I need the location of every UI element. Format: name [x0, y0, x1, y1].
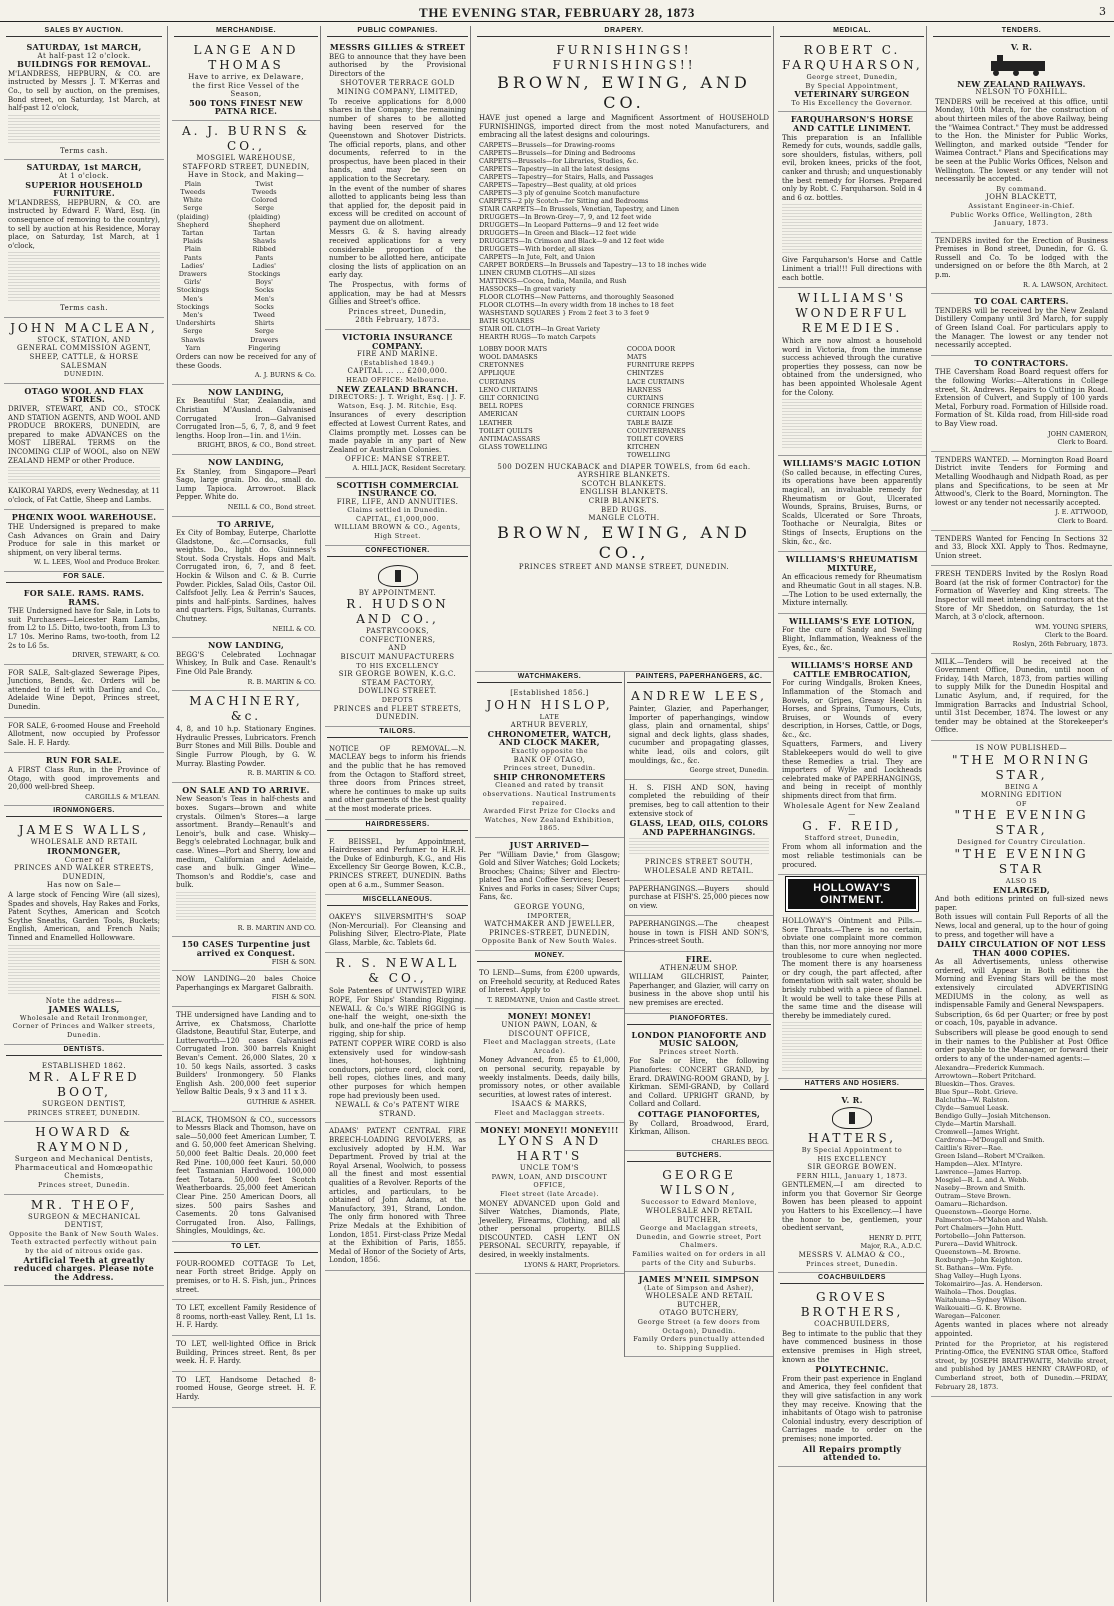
- ad-black-thomson: BLACK, THOMSON & CO., successors to Messrs Black and Thomson, have on sale—50,000 feet American Lumber, T. and G. 50,000 feet American Shelving. 50,000 feet Baltic Deals. 20,000 feet Red Pine. 100,000 feet Kauri. 50,000 feet Tasmanian Hardwood. 100,000 feet Totara. 50,000 feet Scotch Weatherboards. 25,000 feet American Clear Pine. 250 American Doors, all sizes. 500 pairs Sashes and Casements. 20 tons Galvanised Corrugated Iron. Also, Fallings, Shingles, Mouldings, &c.: [172, 1112, 320, 1242]
- ad-milk-tenders: MILK.—Tenders will be received at the Government Office, Dunedin, until noon of Friday, 14th March, 1873, from parties willing to supply Milk for the Dunedin Hospital and Lunatic Asylum, and, if required, for the Immigration Barracks and Industrial School, until 31st December, 1874. The lowest or any tender may be obtained at the Storekeeper's Office.: [931, 654, 1112, 741]
- ad-morning-star: IS NOW PUBLISHED— "THE MORNING STAR, BEING A MORNING EDITION OF "THE EVENING STAR, Designed for Country Circulation. "THE EVENING STAR ALSO IS ENLARGED, And both editions printed on full-sized news paper. Both issues will contain Full Reports of all the News, local and general, up to the hour of going to press, and together will have a DAILY CIRCULATION OF NOT LESS THAN 4000 COPIES. As all Advertisements, unless otherwise ordered, will Appear in Both editions the Morning and Evening Stars will be the most extensively circulated ADVERTISING MEDIUMS in the colony, as well as indispensable Family and General Newspapers. Subscription, 6s 6d per Quarter; or free by post or coach, 10s, payable in advance. Subscribers will please be good enough to send in their names to the Publisher at Post Office order payable to the Manager, or forward their orders to any of the under-named agents:— Alexandra—Frederick Kummach. Arrowtown—Robert Pritchard. Blueskin—Thos. Graves. Blue Spur—Robt. Grieve. Balclutha—W. Ralston. Clyde—Samuel Leask. Bendigo Gully—Josiah Mitchenson. Clyde—Martin Marshall. Cromwell—James Wright. Cardrona—M'Dougall and Smith. Caitlin's River—Rae. Green Island—Robert M'Craiken. Hampden—Alex. M'Intyre. Lawrence—James Harrop. Mosgiel—R. L. and A. Webb. Naseby—Brown and Smith. Outram—Steve Brown. Oamaru—Richardson. Queenstown—George Horne. Palmerston—M'Mahon and Walsh. Port Chalmers—John Hutt. Portobello—John Patterson. Purera—David Whitrock. Queenstown—M. Browne. Roxburgh—John Keighton. St. Bathans—Wm. Fyfe. Shag Valley—Hugh Lyons. Tokomairiro—Jas. A. Henderson. Waihola—Thos. Douglas. Waitahuna—Sydney Wilson. Waikouaiti—G. K. Browne. Waregan—Falconer. Agents wanted in places where not already appointed. Printed for the Proprietor, at his registered Printing-Office, the EVENING STAR Office, Stafford street, by JOSEPH BRAITHWAITE, Melville street, and published by JAMES HENRY CRAWFORD, of Cumberland street, both of Dunedin.—FRIDAY, February 28, 1873.: [931, 741, 1112, 1397]
- carpet-list: [479, 141, 769, 341]
- ad-beissel-hairdresser: F. BEISSEL, by Appointment, Hairdresser and Perfumer to H.R.H. the Duke of Edinburgh, K.G., and His Excellency Sir George Bowen, K.C.B., PRINCES STREET, DUNEDIN. Baths open at 6 a.m., Summer Season.: [325, 834, 470, 896]
- list-item: GILT CORNICING: [479, 394, 539, 402]
- list-item: Fingering: [248, 343, 281, 352]
- ad-buildings-removal: SATURDAY, 1st MARCH, At half-past 12 o'clock. BUILDINGS FOR REMOVAL. M'LANDRESS, HEPBURN, & CO. are instructed by Messrs J. T. M'Kerras and Co., to sell by auction, on the premises, Bond street, on Saturday, 1st March, at half-past 12 o'clock, Terms cash.: [4, 40, 164, 160]
- section-heading: PUBLIC COMPANIES.: [327, 26, 468, 37]
- list-item: Shag Valley—Hugh Lyons.: [935, 1272, 1022, 1281]
- section-heading: SALES BY AUCTION.: [6, 26, 162, 37]
- ad-paperhangings-buyers: PAPERHANGINGS.—Buyers should purchase at FISH'S. 25,000 pieces now on view.: [625, 881, 773, 917]
- list-item: Twist Tweeds: [251, 179, 277, 196]
- ad-redmayne-to-lend: TO LEND—Sums, from £200 upwards, on Freehold security, at Reduced Rates of Interest. Apply to T. REDMAYNE, Union and Castle street.: [475, 965, 624, 1009]
- list-item: Port Chalmers—John Hutt.: [935, 1224, 1023, 1233]
- ad-adams-revolvers: ADAMS' PATENT CENTRAL FIRE BREECH-LOADING REVOLVERS, as exclusively adopted by H.M. War Department. Proved by trial at the Royal Arsenal, Woolwich, to possess all the finest and most essential qualities of a Revolver. Reports of the articles, and particulars, to be obtained of John Adams, at the Manufactory, 391, Strand, London. The only firm honored with Three Prize Medals at the Exhibition of London, 1851. First-class Prize Medal at the Exhibition of Paris, 1855. Medal of Honor of the Society of Arts, London, 1856.: [325, 1123, 470, 1271]
- ad-now-landing-iron: NOW LANDING, Ex Beautiful Star, Zealandia, and Christian M'Ausland. Galvanised Corrugated Iron—Galvanised Corrugated Iron—5, 6, 7, 8, and 9 feet lengths. Hoop Iron—1in. and 1½in. BRIGHT, BROS, & CO., Bond street.: [172, 385, 320, 455]
- list-item: Balclutha—W. Ralston.: [935, 1096, 1010, 1105]
- list-item: Waikouaiti—G. K. Browne.: [935, 1304, 1022, 1313]
- list-item: Yarn: [185, 343, 201, 352]
- drapery-lower-split: [475, 672, 773, 1357]
- section-heading: TAILORS.: [327, 727, 468, 738]
- list-item: CARPET BORDERS—In Brussels and Tapestry—13 to 18 inches wide: [479, 260, 707, 269]
- column-2: [167, 26, 320, 1602]
- list-item: Palmerston—M'Mahon and Walsh.: [935, 1216, 1048, 1225]
- list-item: Waihola—Thos. Douglas.: [935, 1288, 1017, 1297]
- list-item: Plain Tweeds: [180, 179, 206, 196]
- ad-tenders-bond-street: TENDERS invited for the Erection of Business Premises in Bond street, Dunedin, for G. G. Russell and Co. To be lodged with the undersigned on or before the 8th March, at 2 p.m. R. A. LAWSON, Architect.: [931, 233, 1112, 295]
- list-item: AMERICAN LEATHER: [479, 410, 518, 427]
- list-item: Hampden—Alex. M'Intyre.: [935, 1160, 1023, 1169]
- ad-john-maclean: JOHN MACLEAN, STOCK, STATION, AND GENERAL COMMISSION AGENT, SHEEP, CATTLE, & HORSE SALESMAN DUNEDIN.: [4, 318, 164, 384]
- list-item: STAIR OIL CLOTH—In Great Variety: [479, 324, 600, 333]
- list-item: DRUGGETS—In Leopard Patterns—9 and 12 feet wide: [479, 220, 659, 229]
- list-item: Clyde—Martin Marshall.: [935, 1120, 1017, 1129]
- section-heading: PIANOFORTES.: [627, 1014, 771, 1025]
- list-item: CURTAIN LOOPS: [626, 410, 685, 419]
- list-item: White Serge (plaiding): [176, 196, 209, 221]
- list-item: Portobello—John Patterson.: [935, 1232, 1026, 1241]
- list-item: BELL ROPES: [479, 402, 524, 411]
- ad-eye-lotion: WILLIAMS'S EYE LOTION, For the cure of Sandy and Swelling Blight, Inflammation, Weakness of the Eyes, &c., &c.: [778, 614, 926, 658]
- list-item: FLOOR CLOTHS—In every width from 18 inches to 18 feet: [479, 300, 674, 309]
- ad-williams-remedies: WILLIAMS'S WONDERFUL REMEDIES. Which are now almost a household word in Victoria, from the immense success achieved through the curative properties they possess, can now be obtained from the undersigned, who has been appointed Wholesale Agent for the Colony.: [778, 288, 926, 456]
- ad-fish-and-son: H. S. FISH AND SON, having completed the rebuilding of their premises, beg to call attention to their extensive stock of GLASS, LEAD, OILS, COLORS AND PAPERHANGINGS. PRINCES STREET SOUTH, WHOLESALE AND RETAIL.: [625, 780, 773, 881]
- ad-sewerage-pipes: FOR SALE, Salt-glazed Sewerage Pipes, Junctions, Bends, &c. Orders will be attended to if left with Darling and Co., Adelaide Wine Depot, Princes street, Dunedin.: [4, 665, 164, 718]
- section-heading: PAINTERS, PAPERHANGERS, &C.: [627, 672, 771, 683]
- list-item: STAIR CARPETS—In Brussels, Venetian, Tapestry, and Linen: [479, 204, 680, 213]
- list-item: CRETONNES: [479, 361, 524, 370]
- ad-to-contractors: TO CONTRACTORS. THE Caversham Road Board request offers for the following Works:—Alterations in College street, St. Andrews. Repairs to Cutting in Road. Extension of Culvert, and Supply of 100 yards Metal, Forbury road. Formation of Hillside road. Formation of St. Kilda road, from Hill-side road to Bay View road. JOHN CAMERON, Clerk to Board.: [931, 356, 1112, 452]
- list-item: Queenstown—M. Browne.: [935, 1248, 1021, 1257]
- ad-paperhangings-cheapest: PAPERHANGINGS.—The cheapest house in town is FISH AND SON'S, Princes-street South.: [625, 916, 773, 952]
- ad-holloway-ointment: HOLLOWAY'S Ointment and Pills.—Sore Throats.—There is no certain, obviate one complaint more common than this, nor more annoying nor more troublesome to cure when neglected. The moment there is any hoarseness or dry cough, the part affected, after fomentation with salt water, should be briskly rubbed with a piece of flannel. It would be well to take these Pills at the same time and the disease will thereby be immediately cured.: [778, 913, 926, 1079]
- list-item: Girls' Stockings: [176, 278, 209, 295]
- page-number: 3: [1099, 5, 1106, 18]
- ad-rheumatism-mixture: WILLIAMS'S RHEUMATISM MIXTURE, An efficacious remedy for Rheumatism and Rheumatic Gout in all stages. N.B.—The Lotion to be used externally, the Mixture internally.: [778, 552, 926, 614]
- list-item: Queenstown—George Horne.: [935, 1208, 1032, 1217]
- ad-burns-mosgiel: A. J. BURNS & CO., MOSGIEL WAREHOUSE, STAFFORD STREET, DUNEDIN, Have in Stock, and Making— Plain Tweeds White Serge (plaiding) Shepherd Tartan Plaids Plain Pants Ladies' Drawers Girls' Stockings Men's Stockings Men's Undershirts Serge Shawls Yarn Twist Tweeds Colored Serge (plaiding) Shepherd Tartan Shawls Ribbed Pants Ladies' Stockings Boys' Socks Men's Socks Tweed Shirts Serge Drawers Fingering Orders can now be received for any of these Goods. A. J. BURNS & Co.: [172, 121, 320, 385]
- agent-list: [935, 1064, 1108, 1320]
- list-item: TOILET QUILTS: [479, 426, 533, 435]
- ad-run-for-sale: RUN FOR SALE. A FIRST Class Run, in the Province of Otago, with good improvements and 20,000 well-bred Sheep. CARGILLS & M'LEAN.: [4, 753, 164, 806]
- list-item: APPLIQUE CURTAINS: [479, 369, 516, 386]
- list-item: Men's Stockings: [176, 294, 209, 311]
- list-item: CARPETS—Tapestry—Best quality, at old prices: [479, 180, 637, 189]
- ad-mornington-tenders: TENDERS WANTED. — Mornington Road Board District invite Tenders for Forming and Metalling Woodhaugh and Nidpath Road, as per plans and Specifications, to be seen at Mr Attwood's, Clerk to the Board, Mornington. The lowest or any tender not necessarily accepted. J. E. ATTWOOD, Clerk to Board.: [931, 452, 1112, 531]
- section-heading: HATTERS AND HOSIERS.: [780, 1079, 924, 1090]
- list-item: Cromwell—James Wright.: [935, 1128, 1020, 1137]
- list-item: CARPETS—Tapestry—for Stairs, Halls, and Passages: [479, 172, 654, 181]
- masthead: [0, 0, 1114, 22]
- list-item: LENO CURTAINS: [479, 385, 538, 394]
- list-item: Serge Drawers: [250, 327, 279, 344]
- ad-fencing-tenders: TENDERS Wanted for Fencing In Sections 32 and 33, Block XXI. Apply to Thos. Redmayne, Union street.: [931, 531, 1112, 567]
- ad-shotover-mining: MESSRS GILLIES & STREET BEG to announce that they have been authorised by the Provisional Directors of the SHOTOVER TERRACE GOLD MINING COMPANY, LIMITED, To receive applications for 8,000 shares in the Company; the remaining number of shares to be allotted having been reserved for the Queenstown and Shotover Districts. The official reports, plans, and other documents, referred to in the prospectus, have been placed in their hands, and may be seen on application to the Secretary. In the event of the number of shares allotted to applicants being less than that applied for, the deposit paid in excess will be credited on account of payment due on allotment. Messrs G. & S. having already received applications for a very considerable proportion of the number to be allotted here, anticipate closing the lists of application on an early day. The Prospectus, with forms of application, may be had at Messrs Gillies and Street's office. Princes street, Dunedin, 28th February, 1873.: [325, 40, 470, 330]
- list-item: HARNESS CURTAINS: [626, 385, 664, 402]
- ad-to-let-residence: TO LET, excellent Family Residence of 8 rooms, north-east Valley. Rent, L1 1s. H. F. Hardy.: [172, 1300, 320, 1336]
- ad-coal-carters: TO COAL CARTERS. TENDERS will be received by the New Zealand Distillery Company until 3rd March, for supply of Green Island Coal. For particulars apply to the Manager. The lowest or any tender not necessarily accepted.: [931, 294, 1112, 356]
- list-item: HEARTH RUGS—To match Carpets: [479, 332, 596, 341]
- royal-crest-icon: [832, 1107, 872, 1129]
- section-heading: CONFECTIONER.: [327, 546, 468, 557]
- list-item: Boys' Socks: [254, 278, 274, 295]
- ad-guthrie-asher: THE undersigned have Landing and to Arrive, ex Chatsmoss, Charlotte Gladstone, Beautiful Star, Euterpe, and Lutterworth—120 cases Galvanised Corrugated Iron. 300 barrels Knight Bevan's Cement. 26,000 Slates, 20 x 10. 50 kegs Nails, assorted. 3 casks Builders' Ironmongery. 50 Flanks English Ash. 200,000 feet superior Yellow Baltic Deals, 9 x 3 and 11 x 3. GUTHRIE & ASHER.: [172, 1007, 320, 1112]
- section-heading: HAIRDRESSERS.: [327, 820, 468, 831]
- list-item: MATTINGS—Cocoa, India, Manila, and Rush: [479, 276, 627, 285]
- ad-rams-for-sale: FOR SALE. RAMS. RAMS. RAMS. THE Undersigned have for Sale, in Lots to suit Purchasers—Leicester Ram Lambs, from L2 to L5. Ditto, two-tooth, from L3 to L7 10s. Merino Rams, two-tooth, from L2 2s to L6 5s. DRIVER, STEWART, & CO.: [4, 586, 164, 665]
- ad-to-let-cottage: FOUR-ROOMED COTTAGE To Let, near Forth street Bridge. Apply on premises, or to H. S. Fish, jun., Princes street.: [172, 1256, 320, 1300]
- list-item: Cardrona—M'Dougall and Smith.: [935, 1136, 1045, 1145]
- list-item: Serge Shawls: [181, 327, 205, 344]
- list-item: FLOOR CLOTHS—New Patterns, and thoroughly Seasoned: [479, 292, 674, 301]
- list-item: Alexandra—Frederick Kummach.: [935, 1064, 1045, 1073]
- section-heading: FOR SALE.: [6, 572, 162, 583]
- ad-to-let-house: TO LET, Handsome Detached 8-roomed House, George street. H. F. Hardy.: [172, 1372, 320, 1408]
- ad-house-for-sale: FOR SALE, 6-roomed House and Freehold Allotment, now occupied by Professor Sale. H. F. Hardy.: [4, 718, 164, 754]
- section-heading: MONEY.: [477, 951, 622, 962]
- ad-roslyn-tenders: FRESH TENDERS Invited by the Roslyn Road Board (at the risk of former Contractor) for the Formation of Waverley and King streets. The Inspector will meet intending contractors at the Store of Mr Sheddon, on Saturday, the 1st March, at 3 o'clock, afternoon. WM. YOUNG SPIERS, Clerk to the Board. Roslyn, 26th February, 1873.: [931, 566, 1112, 653]
- ad-to-arrive: TO ARRIVE, Ex City of Bombay, Euterpe, Charlotte Gladstone, &c.—Cornsacks, full weights. Do., light do. Guinness's Stout. Soda Crystals. Hops and Malt. Corrugated iron, 6, 7, and 8 feet. Hockin & Wilson and C. & B. Currie Powder. Pickles, Salad Oils, Castor Oil. Calfsfoot Jelly. Lea & Perrin's Sauces, pints and half-pints. Sardines, halves and quarters. Figs, Sultanas, Currants. Chutney. NEILL & CO.: [172, 517, 320, 639]
- list-item: CARPETS—In Jute, Felt, and Union: [479, 252, 596, 261]
- list-item: CARPETS—3 ply of genuine Scotch manufacture: [479, 188, 640, 197]
- ad-brown-ewing-furnishings: FURNISHINGS! FURNISHINGS!! BROWN, EWING, AND CO. HAVE just opened a large and Magnificent Assortment of HOUSEHOLD FURNISHINGS, imported direct from the most noted Manufacturers, and embracing all the latest designs and colourings. CARPETS—Brussels—for Drawing-rooms CARPETS—Brussels—for Dining and Bedrooms CARPETS—Brussels—for Libraries, Studies, &c. CARPETS—Tapestry—in all the latest designs CARPETS—Tapestry—for Stairs, Halls, and Passages CARPETS—Tapestry—Best quality, at old prices CARPETS—3 ply of genuine Scotch manufacture CARPETS—2 ply Scotch—for Sitting and Bedrooms STAIR CARPETS—In Brussels, Venetian, Tapestry, and Linen DRUGGETS—In Brown-Grey—7, 9, and 12 feet wide DRUGGETS—In Leopard Patterns—9 and 12 feet wide DRUGGETS—In Green and Black—12 feet wide DRUGGETS—In Crimson and Black—9 and 12 feet wide DRUGGETS—With border, all sizes CARPETS—In Jute, Felt, and Union CARPET BORDERS—In Brussels and Tapestry—13 to 18 inches wide LINEN CRUMB CLOTHS—All sizes MATTINGS—Cocoa, India, Manila, and Rush HASSOCKS—In great variety FLOOR CLOTHS—New Patterns, and thoroughly Seasoned FLOOR CLOTHS—In every width from 18 inches to 18 feet WASHSTAND SQUARES } From 2 feet 3 to 3 feet 9 BATH SQUARES STAIR OIL CLOTH—In Great Variety HEARTH RUGS—To match Carpets LOBBY DOOR MATS WOOL DAMASKS CRETONNES APPLIQUE CURTAINS LENO CURTAINS GILT CORNICING BELL ROPES AMERICAN LEATHER TOILET QUILTS ANTIMACASSARS GLASS TOWELLING COCOA DOOR MATS FURNITURE REPPS CHINTZES LACE CURTAINS HARNESS CURTAINS CORNICE FRINGES CURTAIN LOOPS TABLE BAIZE COUNTERPANES TOILET COVERS KITCHEN TOWELLING 500 DOZEN HUCKABACK and DIAPER TOWELS, from 6d each. AYRSHIRE BLANKETS. SCOTCH BLANKETS. ENGLISH BLANKETS. CRIB BLANKETS. BED RUGS. MANGLE CLOTH. BROWN, EWING, AND CO., PRINCES STREET AND MANSE STREET, DUNEDIN.: [475, 40, 773, 672]
- list-item: Shepherd Tartan Shawls: [248, 220, 281, 246]
- section-heading: MERCHANDISE.: [174, 26, 318, 37]
- list-item: WOOL DAMASKS: [479, 352, 538, 361]
- section-heading: MISCELLANEOUS.: [327, 895, 468, 906]
- ad-james-walls: JAMES WALLS, WHOLESALE AND RETAIL IRONMONGER, Corner of PRINCES AND WALKER STREETS, DUNEDIN, Has now on Sale— A large stock of Fencing Wire (all sizes), Spades and shovels, Hay Rakes and Forks, Patent Scythes, American and Scotch Scythe Sneaths, Garden Tools, Buckets; English, American, and French Nails; Tinned and Enamelled Hollowware. Note the address— JAMES WALLS, Wholesale and Retail Ironmonger, Corner of Princes and Walker streets, Dunedin.: [4, 820, 164, 1044]
- ad-oakeys-soap: OAKEY'S SILVERSMITH'S SOAP (Non-Mercurial). For Cleansing and Polishing Silver, Electro-Plate, Plate Glass, Marble, &c. Tablets 6d.: [325, 909, 470, 953]
- ad-victoria-insurance: VICTORIA INSURANCE COMPANY. FIRE AND MARINE. (Established 1849.) CAPITAL ... ... £200,000. HEAD OFFICE: Melbourne. NEW ZEALAND BRANCH. DIRECTORS: J. T. Wright, Esq. | J. F. Watson, Esq. J. M. Ritchie, Esq. Insurances of every description effected at Lowest Current Rates, and Claims promptly met. Losses can be made payable in any part of New Zealand or Australian Colonies. OFFICE: MANSE STREET. A. HILL JACK, Resident Secretary.: [325, 330, 470, 478]
- ad-mneil-simpson: JAMES M'NEIL SIMPSON (Late of Simpson and Asher), WHOLESALE AND RETAIL BUTCHER, OTAGO BUTCHERY, George Street (a few doors from Octagon), Dunedin. Family Orders punctually attended to. Shipping Supplied.: [625, 1272, 773, 1357]
- ad-nz-railways: V. R. NEW ZEALAND RAILWAYS. NELSON TO FOXHILL. TENDERS will be received at this office, until Monday, 10th March, for the construction of about thirteen miles of the above Railway, being the "Waimea Contract." They must be addressed to the Hon. the Minister for Public Works, Wellington, and marked outside "Tender for Waimea Contract." Plans and Specifications may be seen at the Public Works Offices, Nelson and Wellington. The lowest or any tender will not necessarily be accepted. By command. JOHN BLACKETT, Assistant Engineer-in-Chief. Public Works Office, Wellington, 28th January, 1873.: [931, 40, 1112, 233]
- list-item: Tweed Shirts: [253, 311, 275, 328]
- list-item: Green Island—Robert M'Craiken.: [935, 1152, 1046, 1161]
- list-item: LINEN CRUMB CLOTHS—All sizes: [479, 268, 596, 277]
- list-item: CORNICE FRINGES: [626, 402, 695, 411]
- goods-list: [176, 180, 316, 352]
- list-item: DRUGGETS—With border, all sizes: [479, 244, 595, 253]
- column-3: [320, 26, 470, 1602]
- section-heading: IRONMONGERS.: [6, 806, 162, 817]
- ad-now-landing-sago: NOW LANDING, Ex Stanley, from Singapore—Pearl Sago, large grain. Do. do., small do. Lump Tapioca. Arrowroot. Black Pepper. White do. NEILL & CO., Bond street.: [172, 455, 320, 517]
- holloway-banner: HOLLOWAY'S OINTMENT.: [786, 877, 918, 911]
- list-item: Caitlin's River—Rae.: [935, 1144, 1004, 1153]
- list-item: CARPETS—Brussels—for Drawing-rooms: [479, 140, 615, 149]
- section-heading: BUTCHERS.: [627, 1151, 771, 1162]
- list-item: HASSOCKS—In great variety: [479, 284, 576, 293]
- section-heading: MEDICAL.: [780, 26, 924, 37]
- list-item: LOBBY DOOR MATS: [479, 344, 548, 353]
- list-item: Waitahuna—Sydney Wilson.: [935, 1296, 1027, 1305]
- list-item: GLASS TOWELLING: [479, 443, 548, 452]
- ad-london-pianoforte: LONDON PIANOFORTE AND MUSIC SALOON, Princes street North. For Sale or Hire, the following Pianofortes: CONCERT GRAND, by Erard. DRAWING-ROOM GRAND, by J. Kirkman. SEMI-GRAND, by Collard and Collard. UPRIGHT GRAND, by Collard and Collard. COTTAGE PIANOFORTES, By Collard, Broadwood, Erard, Kirkman, Allison. CHARLES BEGG.: [625, 1028, 773, 1152]
- goods-list: [479, 345, 769, 460]
- ad-george-young: JUST ARRIVED— Per "William Davie," from Glasgow; Gold and Silver Watches; Gold Lockets; Brooches; Chains; Silver and Electro-plated Tea and Coffee Services; Desert Knives and Forks in cases; Silver Cups; Fans, &c. GEORGE YOUNG, IMPORTER, WATCHMAKER AND JEWELLER, PRINCES-STREET, DUNEDIN, Opposite Bank of New South Wales.: [475, 838, 624, 951]
- section-heading: TENDERS.: [933, 26, 1110, 37]
- ad-lyons-hart: MONEY! MONEY!! MONEY!!! LYONS AND HART'S UNCLE TOM'S PAWN, LOAN, AND DISCOUNT OFFICE, Fleet street (late Arcade). MONEY ADVANCED upon Gold and Silver Watches, Diamonds, Plate, Jewellery, Firearms, Clothing, and all other personal property. BILLS DISCOUNTED. CASH LENT ON PERSONAL SECURITY, repayable, if desired, in weekly instalments. LYONS & HART, Proprietors.: [475, 1123, 624, 1275]
- column-5: [773, 26, 926, 1602]
- ad-horse-cattle-liniment: FARQUHARSON'S HORSE AND CATTLE LINIMENT. This preparation is an Infallible Remedy for cuts, wounds, saddle galls, sore shoulders, fistulas, withers, poll evil, broken knees, pricks of the foot, canker and thrush; and unquestionably the best remedy for Horses. Prepared only by Robt. C. Farquharson. Sold in 4 and 6 oz. bottles. Give Farquharson's Horse and Cattle Liniment a trial!!! Full directions with each bottle.: [778, 112, 926, 288]
- ad-scottish-commercial: SCOTTISH COMMERCIAL INSURANCE CO. FIRE, LIFE, AND ANNUITIES. Claims settled in Dunedin. CAPITAL, £1,000,000. WILLIAM BROWN & CO., Agents, High Street.: [325, 478, 470, 546]
- section-heading: WATCHMAKERS.: [477, 672, 622, 683]
- ad-lange-thomas: LANGE AND THOMAS Have to arrive, ex Delaware, the first Rice Vessel of the Season, 500 TONS FINEST NEW PATNA RICE.: [172, 40, 320, 121]
- list-item: DRUGGETS—In Green and Black—12 feet wide: [479, 228, 636, 237]
- ad-begg-whiskey: NOW LANDING, BEGG'S Celebrated Lochnagar Whiskey, In Bulk and Case. Renault's Fine Old Pale Brandy. R. B. MARTIN & CO.: [172, 638, 320, 691]
- painters-pianos-butchers: [624, 672, 773, 1357]
- ad-groves-brothers: GROVES BROTHERS, COACHBUILDERS, Beg to intimate to the public that they have commenced business in those extensive premises in High street, known as the POLYTECHNIC. From their past experience in England and America, they feel confident that they will give satisfaction in any work they may receive. Knowing that the inhabitants of Otago wish to patronise Colonial industry, every description of Carriages made to order on the premises; none imported. All Repairs promptly attended to.: [778, 1287, 926, 1467]
- ad-mr-theof: MR. THEOF, SURGEON & MECHANICAL DENTIST, Opposite the Bank of New South Wales. Teeth extracted perfectly without pain by the aid of nitrous oxide gas. Artificial Teeth at greatly reduced charges. Please note the Address.: [4, 1195, 164, 1287]
- list-item: CARPETS—Brussels—for Libraries, Studies, &c.: [479, 156, 639, 165]
- list-item: Shepherd Tartan Plaids: [176, 220, 209, 246]
- newspaper-title: THE EVENING STAR, FEBRUARY 28, 1873: [419, 5, 695, 20]
- list-item: Clyde—Samuel Leask.: [935, 1104, 1009, 1113]
- ad-paperhangings-landing: NOW LANDING—20 bales Choice Paperhangings ex Margaret Galbraith. FISH & SON.: [172, 971, 320, 1007]
- ad-howard-raymond: HOWARD & RAYMOND, Surgeon and Mechanical Dentists, Pharmaceutical and Homœopathic Chemists, Princes street, Dunedin.: [4, 1122, 164, 1194]
- list-item: TOILET COVERS: [626, 435, 684, 444]
- list-item: Colored Serge (plaiding): [248, 196, 281, 221]
- column-4: [470, 26, 773, 1602]
- list-item: Men's Socks: [254, 294, 275, 311]
- ad-to-let-office: TO LET, well-lighted Office in Brick Building, Princes street. Rent, 8s per week. H. F. Hardy.: [172, 1336, 320, 1372]
- ad-magic-lotion: WILLIAMS'S MAGIC LOTION (So called because, in effecting Cures, its operations have been apparently magical), an invaluable remedy for Rheumatism or Gout, Ulcerated Wounds, Sprains, Bruises, Burns, or Scalds, Ulcerated or Sore Throats, Toothache or Neuralgia, Bites or Stings of Insects, Eruptions on the Skin, &c., &c.: [778, 456, 926, 552]
- list-item: FURNITURE REPPS: [626, 361, 695, 370]
- ad-phoenix-wool: PHŒNIX WOOL WAREHOUSE. THE Undersigned is prepared to make Cash Advances on Grain and Dairy Produce for sale in this market or shipment, on very liberal terms. W. L. LEES, Wool and Produce Broker.: [4, 510, 164, 572]
- locomotive-icon: [977, 55, 1067, 77]
- ad-hudson-confectioners: BY APPOINTMENT. R. HUDSON AND CO., PASTRYCOOKS, CONFECTIONERS, AND BISCUIT MANUFACTURERS TO HIS EXCELLENCY SIR GEORGE BOWEN, K.G.C. STEAM FACTORY, DOWLING STREET. DEPOTS PRINCES and FLEET STREETS, DUNEDIN.: [325, 560, 470, 727]
- ad-household-furniture: SATURDAY, 1st MARCH, At 1 o'clock. SUPERIOR HOUSEHOLD FURNITURE. M'LANDRESS, HEPBURN, & CO. are instructed by Edward F. Ward, Esq. (in consequence of removing to the country), to sell by auction at his Residence, Moray place, on Saturday, 1st March, at 1 o'clock, Terms cash.: [4, 160, 164, 318]
- list-item: COUNTERPANES: [626, 426, 686, 435]
- list-item: Plain Pants: [183, 245, 202, 262]
- list-item: Outram—Steve Brown.: [935, 1192, 1011, 1201]
- ad-on-sale-to-arrive: ON SALE AND TO ARRIVE. New Season's Teas in half-chests and boxes. Sugars—brown and white crystals. Oilmen's Stores—a large assortment. Brandy—Renault's and Lenoir's, bulk and case. Whisky—Begg's celebrated Lochnagar, bulk and case. Wines—Port and Sherry, low and medium, Californian and Adelaide, case and bulk. Ginger Wine—Thomson's and Roddie's, case and bulk. R. B. MARTIN AND CO.: [172, 783, 320, 938]
- ad-farquharson: ROBERT C. FARQUHARSON, George street, Dunedin, By Special Appointment, VETERINARY SURGEON To His Excellency the Governor.: [778, 40, 926, 112]
- list-item: Ladies' Stockings: [248, 261, 281, 278]
- section-heading: DENTISTS.: [6, 1045, 162, 1056]
- list-item: Roxburgh—John Keighton.: [935, 1256, 1023, 1265]
- list-item: Waregan—Falconer.: [935, 1312, 1001, 1321]
- ad-newall-wire-rope: R. S. NEWALL & CO., Sole Patentees of UNTWISTED WIRE ROPE, For Ships' Standing Rigging. NEWALL & Co.'s WIRE RIGGING is one-half the weight, one-sixth the bulk, and one-half the price of hemp rigging, ship for ship. PATENT COPPER WIRE CORD is also extensively used for window-sash lines, hot-houses, lightning conductors, picture cord, clock cord, bell ropes, clothes lines, and many other purposes for which hempen rope had previously been used. NEWALL & Co's PATENT WIRE STRAND.: [325, 953, 470, 1123]
- list-item: Purera—David Whitrock.: [935, 1240, 1018, 1249]
- ad-hatters: V. R. HATTERS, By Special Appointment to HIS EXCELLENCY SIR GEORGE BOWEN. FERN HILL, January 1, 1873. GENTLEMEN,—I am directed to inform you that Governor Sir George Bowen has been pleased to appoint you Hatters to his Excellency.—I have the honor to be, gentlemen, your obedient servant, HENRY D. PITT, Major, R.A., A.D.C. MESSRS V. ALMAO & CO., Princes street, Dunedin.: [778, 1093, 926, 1273]
- list-item: DRUGGETS—In Brown-Grey—7, 9, and 12 feet wide: [479, 212, 652, 221]
- list-item: Lawrence—James Harrop.: [935, 1168, 1022, 1177]
- list-item: Blue Spur—Robt. Grieve.: [935, 1088, 1018, 1097]
- column-1: [4, 26, 164, 1602]
- ad-otago-wool-stores: OTAGO WOOL AND FLAX STORES. DRIVER, STEWART, AND CO., STOCK AND STATION AGENTS, AND WOOL AND PRODUCE BROKERS, DUNEDIN, are prepared to make ADVANCES on the MOST LIBERAL TERMS on the INCOMING CLIP of WOOL, also on NEW ZEALAND HEMP or other Produce. KAIKORAI YARDS, every Wednesday, at 11 o'clock, of Fat Cattle, Sheep and Lambs.: [4, 384, 164, 511]
- list-item: CARPETS—2 ply Scotch—for Sitting and Bedrooms: [479, 196, 649, 205]
- list-item: LACE CURTAINS: [626, 377, 685, 386]
- ad-horse-embrocation: WILLIAMS'S HORSE AND CATTLE EMBROCATION, For curing Windgalls, Broken Knees, Inflammation of the Stomach and Bowels, or Gripes, Greasy Heels in Horses, and Sprains, Tumours, Cuts, Bruises, or Wounds of every description, in Horses, Cattle, or Dogs, &c., &c. Squatters, Farmers, and Livery Stablekeepers would do well to give these Remedies a trial. They are importers of Wylie and Lockheads celebrated make of PAPERHANGINGS, and being in receipt of monthly shipments direct from that firm. Wholesale Agent for New Zealand— G. F. REID, Stafford street, Dunedin, From whom all information and the most reliable testimonials can be procured.: [778, 658, 926, 875]
- list-item: COCOA DOOR MATS: [626, 344, 676, 361]
- list-item: Blueskin—Thos. Graves.: [935, 1080, 1015, 1089]
- ad-alfred-boot: ESTABLISHED 1862. MR. ALFRED BOOT, SURGEON DENTIST, PRINCES STREET, DUNEDIN.: [4, 1059, 164, 1123]
- list-item: Mosgiel—R. L. and A. Webb.: [935, 1176, 1029, 1185]
- ad-turpentine: 150 CASES Turpentine just arrived ex Conquest. FISH & SON.: [172, 937, 320, 971]
- list-item: TABLE BAIZE: [626, 418, 673, 427]
- list-item: Oamaru—Richardson.: [935, 1200, 1008, 1209]
- ad-notice-of-removal: NOTICE OF REMOVAL.—N. MACLEAY begs to inform his friends and the public that he has removed from the Octagon to Stafford street, three doors from Princes street, where he continues to make up suits and other garments of the best quality at the most moderate prices.: [325, 741, 470, 820]
- ad-union-pawn: MONEY! MONEY! UNION PAWN, LOAN, & DISCOUNT OFFICE, Fleet and Maclaggan streets, (Late Arcade). Money Advanced, from £5 to £1,000, on personal security, repayable by weekly instalments. Deeds, daily bills, promissory notes, or other available securities, at lowest rates of interest. ISAACS & MARKS, Fleet and Maclaggan streets.: [475, 1009, 624, 1122]
- section-heading: DRAPERY.: [477, 26, 771, 37]
- section-heading: TO LET.: [174, 1242, 318, 1253]
- list-item: ANTIMACASSARS: [479, 435, 541, 444]
- list-item: DRUGGETS—In Crimson and Black—9 and 12 feet wide: [479, 236, 664, 245]
- list-item: BATH SQUARES: [479, 316, 535, 325]
- list-item: Men's Undershirts: [176, 311, 216, 328]
- list-item: Tokomairiro—Jas. A. Henderson.: [935, 1280, 1043, 1289]
- ad-machinery: MACHINERY, &c. 4, 8, and 10 h.p. Stationary Engines. Hydraulic Presses, Lubricators. French Burr Stones and Mill Bills. Double and Single Furrow Plough, by G. W. Murray. Blasting Powder. R. B. MARTIN & CO.: [172, 691, 320, 783]
- list-item: Arrowtown—Robert Pritchard.: [935, 1072, 1036, 1081]
- list-item: KITCHEN TOWELLING: [626, 443, 671, 460]
- list-item: Ladies' Drawers: [178, 261, 207, 278]
- list-item: CARPETS—Tapestry—in all the latest designs: [479, 164, 630, 173]
- ad-gilchrist-fire: FIRE. ATHENÆUM SHOP. WILLIAM GILCHRIST, Painter, Paperhanger, and Glazier, will carry on business in the above shop until his new premises are erected.: [625, 952, 773, 1014]
- section-heading: COACHBUILDERS: [780, 1273, 924, 1284]
- ad-john-hislop: [Established 1856.] JOHN HISLOP, LATE ARTHUR BEVERLY, CHRONOMETER, WATCH, AND CLOCK MAKER, Exactly opposite the BANK OF OTAGO, Princes street, Dunedin. SHIP CHRONOMETERS Cleaned and rated by transit observations. Nautical Instruments repaired. Awarded First Prize for Clocks and Watches, New Zealand Exhibition, 1865.: [475, 686, 624, 838]
- list-item: WASHSTAND SQUARES } From 2 feet 3 to 3 feet 9: [479, 308, 650, 317]
- list-item: CARPETS—Brussels—for Dining and Bedrooms: [479, 148, 636, 157]
- list-item: Bendigo Gully—Josiah Mitchenson.: [935, 1112, 1051, 1121]
- watchmakers-money: [475, 672, 624, 1357]
- list-item: Naseby—Brown and Smith.: [935, 1184, 1026, 1193]
- list-item: Ribbed Pants: [252, 245, 276, 262]
- ad-george-wilson: GEORGE WILSON, Successor to Edward Menlove, WHOLESALE AND RETAIL BUTCHER, George and Maclaggan streets, Dunedin, and Gowrie street, Port Chalmers. Families waited on for orders in all parts of the City and Suburbs.: [625, 1165, 773, 1272]
- list-item: CHINTZES: [626, 369, 664, 378]
- list-item: St. Bathans—Wm. Fyfe.: [935, 1264, 1014, 1273]
- ad-andrew-lees: ANDREW LEES, Painter, Glazier, and Paperhanger, Importer of paperhangings, window glass, plain and ornamental, ships' signal and deck lights, glass shades, cucumber and propagating glasses, white lead, oils and colors, gilt mouldings, &c., &c. George street, Dunedin.: [625, 686, 773, 780]
- column-6: [926, 26, 1112, 1602]
- royal-crest-icon: [378, 565, 418, 587]
